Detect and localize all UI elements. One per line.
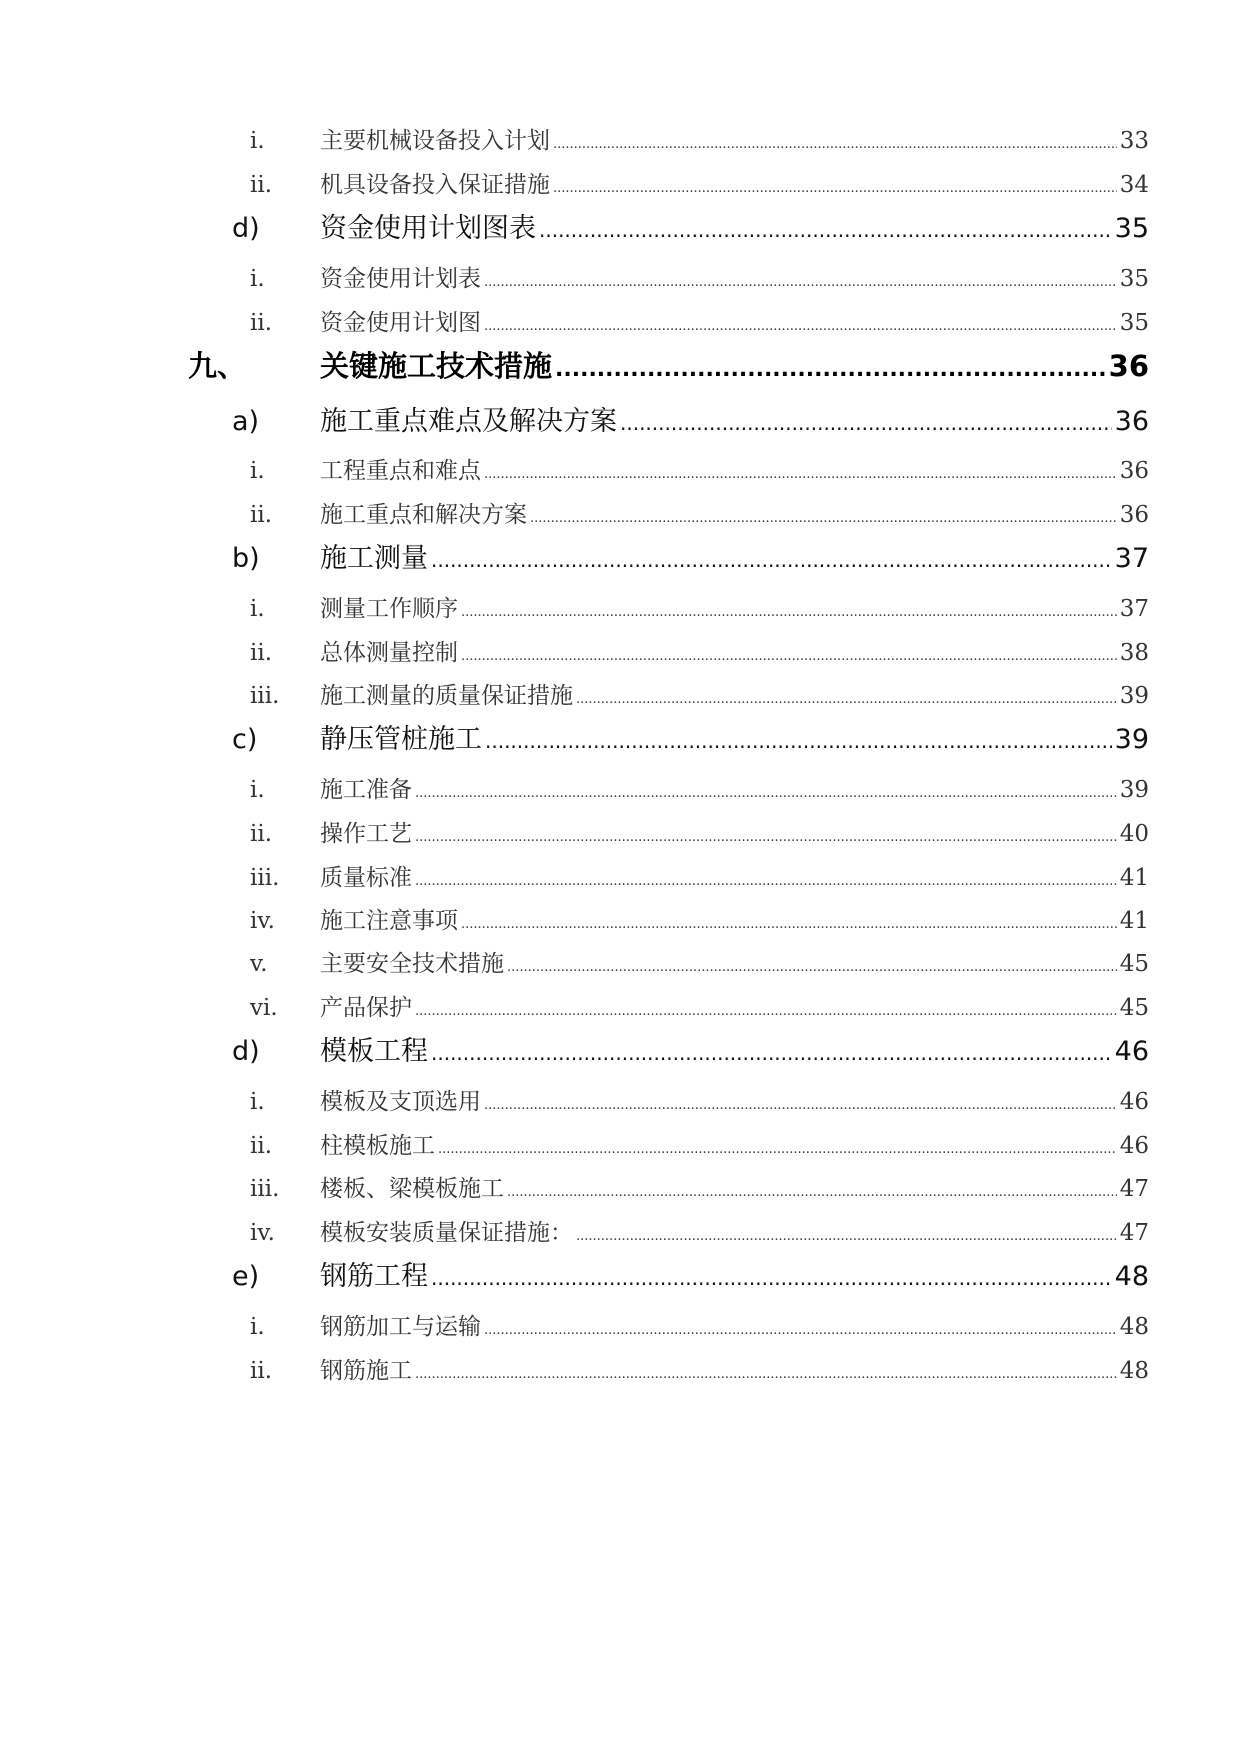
toc-entry-body [320, 541, 1149, 578]
toc-entry-number: i. [250, 596, 265, 622]
toc-entry-title: 测量工作顺序 [320, 596, 458, 622]
toc-entry-page: 46 [1114, 1036, 1149, 1067]
toc-entry-number: ii. [250, 1133, 273, 1159]
toc-entry-title: 主要机械设备投入计划 [320, 128, 550, 154]
toc-entry-body [320, 1174, 1149, 1208]
toc-entry-body [320, 308, 1149, 342]
toc-entry-number: ii. [250, 1358, 273, 1384]
toc-entry[interactable] [0, 1218, 1241, 1248]
toc-entry-page: 36 [1119, 458, 1149, 484]
toc-entry[interactable] [0, 1356, 1241, 1386]
toc-entry[interactable] [0, 819, 1241, 849]
dot-leader [438, 1135, 1117, 1165]
toc-entry-number: iii. [250, 1176, 280, 1202]
toc-entry-body [320, 170, 1149, 204]
toc-entry-body [320, 1259, 1149, 1296]
toc-entry-title: 产品保护 [320, 995, 412, 1021]
toc-entry[interactable] [0, 906, 1241, 936]
toc-entry-body [320, 775, 1149, 809]
toc-entry-title: 主要安全技术措施 [320, 951, 504, 977]
dot-leader [484, 268, 1117, 298]
toc-entry-number: i. [250, 777, 265, 803]
toc-entry[interactable] [0, 993, 1241, 1023]
dot-leader [461, 910, 1117, 940]
dot-leader [415, 867, 1117, 897]
toc-entry-number: ii. [250, 310, 273, 336]
dot-leader [539, 212, 1112, 248]
toc-entry-page: 45 [1119, 951, 1149, 977]
dot-leader [415, 823, 1117, 853]
toc-entry-title: 工程重点和难点 [320, 458, 481, 484]
toc-entry-title: 施工准备 [320, 777, 412, 803]
toc-entry-body [320, 264, 1149, 298]
dot-leader [431, 1035, 1112, 1071]
toc-entry-number: iv. [250, 1220, 275, 1246]
toc-entry-title: 模板工程 [320, 1036, 428, 1067]
toc-entry-body [320, 819, 1149, 853]
toc-entry-body [320, 126, 1149, 160]
toc-entry[interactable] [0, 1259, 1241, 1295]
toc-entry-number: d) [232, 1036, 260, 1067]
toc-entry-title: 钢筋工程 [320, 1261, 428, 1292]
toc-entry-number: c) [232, 724, 258, 755]
toc-entry-page: 46 [1119, 1133, 1149, 1159]
toc-entry-title: 质量标准 [320, 865, 412, 891]
toc-entry-page: 34 [1119, 172, 1149, 198]
toc-entry-body [320, 500, 1149, 534]
toc-entry-body [320, 906, 1149, 940]
toc-entry-number: e) [232, 1261, 260, 1292]
toc-entry-number: ii. [250, 172, 273, 198]
toc-entry-page: 47 [1119, 1176, 1149, 1202]
toc-entry-number: iii. [250, 865, 280, 891]
toc-entry-page: 35 [1119, 310, 1149, 336]
toc-entry[interactable] [0, 863, 1241, 893]
dot-leader [415, 779, 1117, 809]
toc-entry-body [320, 949, 1149, 983]
toc-entry-page: 36 [1114, 406, 1149, 437]
toc-entry-title: 施工重点难点及解决方案 [320, 406, 617, 437]
toc-entry[interactable] [0, 500, 1241, 530]
dot-leader [530, 504, 1117, 534]
toc-entry-body [320, 404, 1149, 441]
dot-leader [555, 350, 1106, 390]
toc-entry[interactable] [0, 346, 1241, 386]
toc-entry-body [320, 638, 1149, 672]
dot-leader [507, 953, 1117, 983]
toc-entry-page: 36 [1119, 502, 1149, 528]
dot-leader [553, 130, 1117, 160]
toc-entry-page: 33 [1119, 128, 1149, 154]
toc-entry-number: i. [250, 1314, 265, 1340]
toc-entry-title: 资金使用计划表 [320, 266, 481, 292]
toc-entry-title: 施工注意事项 [320, 908, 458, 934]
toc-entry-number: i. [250, 128, 265, 154]
toc-entry[interactable] [0, 211, 1241, 247]
dot-leader [461, 642, 1117, 672]
dot-leader [484, 312, 1117, 342]
toc-entry[interactable] [0, 638, 1241, 668]
toc-entry-body [320, 594, 1149, 628]
toc-entry-number: i. [250, 458, 265, 484]
toc-entry[interactable] [0, 1034, 1241, 1070]
toc-entry-title: 静压管桩施工 [320, 724, 482, 755]
toc-entry-number: v. [250, 951, 268, 977]
toc-entry-page: 39 [1119, 683, 1149, 709]
toc-entry-body [320, 863, 1149, 897]
toc-entry-title: 资金使用计划图表 [320, 213, 536, 244]
toc-entry-page: 38 [1119, 640, 1149, 666]
dot-leader [484, 1316, 1117, 1346]
toc-entry-number: ii. [250, 502, 273, 528]
toc-entry-number: d) [232, 213, 260, 244]
toc-entry-title: 钢筋加工与运输 [320, 1314, 481, 1340]
toc-entry-body [320, 1034, 1149, 1071]
toc-entry-page: 39 [1114, 724, 1149, 755]
toc-entry-page: 45 [1119, 995, 1149, 1021]
dot-leader [553, 174, 1117, 204]
toc-entry[interactable] [0, 722, 1241, 758]
toc-entry[interactable] [0, 126, 1241, 156]
toc-entry-number: a) [232, 406, 260, 437]
toc-entry-page: 48 [1114, 1261, 1149, 1292]
toc-entry-number: b) [232, 543, 260, 574]
toc-entry-number: ii. [250, 821, 273, 847]
toc-entry[interactable] [0, 1087, 1241, 1117]
toc-entry-title: 机具设备投入保证措施 [320, 172, 550, 198]
toc-entry[interactable] [0, 456, 1241, 486]
toc-entry[interactable] [0, 308, 1241, 338]
toc-entry-title: 施工测量 [320, 543, 428, 574]
dot-leader [485, 723, 1112, 759]
toc-entry-page: 36 [1108, 349, 1149, 383]
dot-leader [415, 1360, 1117, 1390]
toc-entry-page: 41 [1119, 865, 1149, 891]
toc-entry[interactable] [0, 404, 1241, 440]
toc-entry-title: 钢筋施工 [320, 1358, 412, 1384]
toc-entry[interactable] [0, 681, 1241, 711]
toc-entry-page: 35 [1119, 266, 1149, 292]
toc-entry-body [320, 1356, 1149, 1390]
toc-entry-number: 九、 [188, 349, 247, 383]
toc-entry-body [320, 346, 1149, 390]
toc-entry-body [320, 681, 1149, 715]
toc-entry-page: 48 [1119, 1358, 1149, 1384]
toc-entry-page: 47 [1119, 1220, 1149, 1246]
toc-entry[interactable] [0, 541, 1241, 577]
toc-entry[interactable] [0, 264, 1241, 294]
dot-leader [576, 685, 1117, 715]
toc-entry-body [320, 1131, 1149, 1165]
toc-entry-title: 楼板、梁模板施工 [320, 1176, 504, 1202]
toc-entry-number: vi. [250, 995, 278, 1021]
toc-entry-number: iii. [250, 683, 280, 709]
toc-entry-page: 39 [1119, 777, 1149, 803]
toc-entry-page: 41 [1119, 908, 1149, 934]
toc-entry-number: iv. [250, 908, 275, 934]
toc-entry-title: 关键施工技术措施 [320, 349, 553, 383]
toc-entry[interactable] [0, 949, 1241, 979]
toc-entry-title: 施工测量的质量保证措施 [320, 683, 573, 709]
toc-entry-number: ii. [250, 640, 273, 666]
toc-entry-body [320, 456, 1149, 490]
dot-leader [415, 997, 1117, 1027]
toc-entry-page: 48 [1119, 1314, 1149, 1340]
toc-entry-page: 37 [1114, 543, 1149, 574]
toc-entry-page: 40 [1119, 821, 1149, 847]
toc-entry-title: 施工重点和解决方案 [320, 502, 527, 528]
dot-leader [461, 598, 1117, 628]
toc-entry-title: 模板安装质量保证措施： [320, 1220, 573, 1246]
toc-entry-number: i. [250, 1089, 265, 1115]
toc-entry-body [320, 1218, 1149, 1252]
toc-entry-title: 模板及支顶选用 [320, 1089, 481, 1115]
toc-entry-body [320, 722, 1149, 759]
toc-entry-title: 总体测量控制 [320, 640, 458, 666]
toc-entry-body [320, 993, 1149, 1027]
dot-leader [484, 460, 1117, 490]
dot-leader [620, 405, 1112, 441]
toc-entry[interactable] [0, 1312, 1241, 1342]
toc-entry-page: 35 [1114, 213, 1149, 244]
dot-leader [484, 1091, 1117, 1121]
toc-entry[interactable] [0, 594, 1241, 624]
toc-entry[interactable] [0, 170, 1241, 200]
toc-entry-page: 46 [1119, 1089, 1149, 1115]
dot-leader [431, 542, 1112, 578]
toc-entry[interactable] [0, 1131, 1241, 1161]
toc-entry-title: 操作工艺 [320, 821, 412, 847]
toc-entry[interactable] [0, 1174, 1241, 1204]
toc-entry-number: i. [250, 266, 265, 292]
toc-entry-body [320, 1312, 1149, 1346]
toc-entry-page: 37 [1119, 596, 1149, 622]
dot-leader [507, 1178, 1117, 1208]
dot-leader [431, 1260, 1112, 1296]
toc-entry[interactable] [0, 775, 1241, 805]
toc-entry-title: 资金使用计划图 [320, 310, 481, 336]
dot-leader [576, 1222, 1117, 1252]
toc-entry-title: 柱模板施工 [320, 1133, 435, 1159]
toc-entry-body [320, 211, 1149, 248]
toc-entry-body [320, 1087, 1149, 1121]
